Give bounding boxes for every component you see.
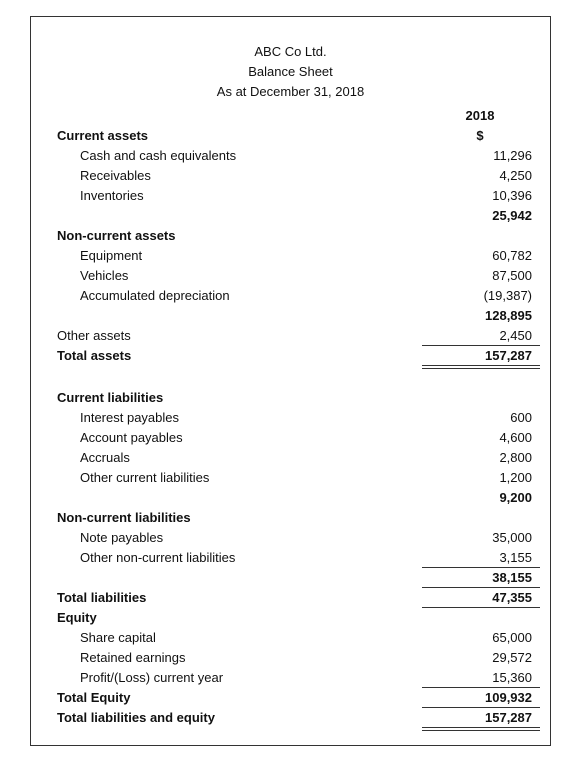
other-assets-value: 2,450 — [499, 328, 532, 343]
double-underline-bottom — [422, 730, 540, 731]
total-liabilities-equity-value: 157,287 — [485, 710, 532, 725]
total-equity-label: Total Equity — [57, 690, 131, 705]
line-item-label: Vehicles — [80, 268, 129, 283]
total-liabilities-value: 47,355 — [492, 590, 532, 605]
line-item-label: Account payables — [80, 430, 183, 445]
line-item-label: Accumulated depreciation — [80, 288, 230, 303]
total-rule — [422, 587, 540, 588]
company-name: ABC Co Ltd. — [254, 44, 327, 59]
line-item-value: 35,000 — [492, 530, 532, 545]
line-item-label: Other current liabilities — [80, 470, 210, 485]
line-item-value: 11,296 — [493, 148, 532, 163]
line-item-value: 3,155 — [499, 550, 532, 565]
line-item-value: 10,396 — [492, 188, 532, 203]
line-item-value: 60,782 — [492, 248, 532, 263]
other-assets-label: Other assets — [57, 328, 131, 343]
double-underline-top — [422, 365, 540, 366]
line-item-value: 600 — [510, 410, 532, 425]
line-item-label: Other non-current liabilities — [80, 550, 236, 565]
line-item-value: 65,000 — [492, 630, 532, 645]
subtotal-current-liabilities: 9,200 — [499, 490, 532, 505]
line-item-label: Equipment — [80, 248, 143, 263]
line-item-label: Interest payables — [80, 410, 180, 425]
subtotal-non-current-liabilities: 38,155 — [492, 570, 532, 585]
total-assets-label: Total assets — [57, 348, 132, 363]
line-item-label: Receivables — [80, 168, 151, 183]
double-underline-top — [422, 727, 540, 728]
total-assets-value: 157,287 — [485, 348, 532, 363]
line-item-value: 15,360 — [492, 670, 532, 685]
line-item-label: Cash and cash equivalents — [80, 148, 237, 163]
section-heading-current-liabilities: Current liabilities — [57, 390, 164, 405]
total-equity-value: 109,932 — [485, 690, 532, 705]
line-item-label: Profit/(Loss) current year — [80, 670, 224, 685]
line-item-value: 1,200 — [499, 470, 532, 485]
line-item-value: 87,500 — [492, 268, 532, 283]
line-item-value: 29,572 — [492, 650, 532, 665]
subtotal-rule — [422, 567, 540, 568]
underline-rule — [422, 607, 540, 608]
line-item-value: 2,800 — [499, 450, 532, 465]
total-liabilities-label: Total liabilities — [57, 590, 147, 605]
line-item-label: Share capital — [80, 630, 156, 645]
currency-header: $ — [476, 128, 484, 143]
section-heading-equity: Equity — [57, 610, 97, 625]
total-rule — [422, 345, 540, 346]
line-item-label: Note payables — [80, 530, 164, 545]
total-liabilities-equity-label: Total liabilities and equity — [57, 710, 215, 725]
statement-date: As at December 31, 2018 — [216, 84, 365, 99]
total-rule — [422, 707, 540, 708]
year-column-header: 2018 — [465, 108, 495, 123]
line-item-label: Accruals — [80, 450, 130, 465]
line-item-value: (19,387) — [483, 288, 532, 303]
subtotal-non-current-assets: 128,895 — [485, 308, 532, 323]
subtotal-current-assets: 25,942 — [492, 208, 532, 223]
subtotal-rule — [422, 687, 540, 688]
section-heading-current-assets: Current assets — [57, 128, 149, 143]
section-heading-non-current-liabilities: Non-current liabilities — [57, 510, 191, 525]
line-item-label: Inventories — [80, 188, 144, 203]
section-heading-non-current-assets: Non-current assets — [57, 228, 176, 243]
line-item-label: Retained earnings — [80, 650, 186, 665]
double-underline-bottom — [422, 368, 540, 369]
line-item-value: 4,250 — [499, 168, 532, 183]
statement-title: Balance Sheet — [248, 64, 333, 79]
line-item-value: 4,600 — [499, 430, 532, 445]
